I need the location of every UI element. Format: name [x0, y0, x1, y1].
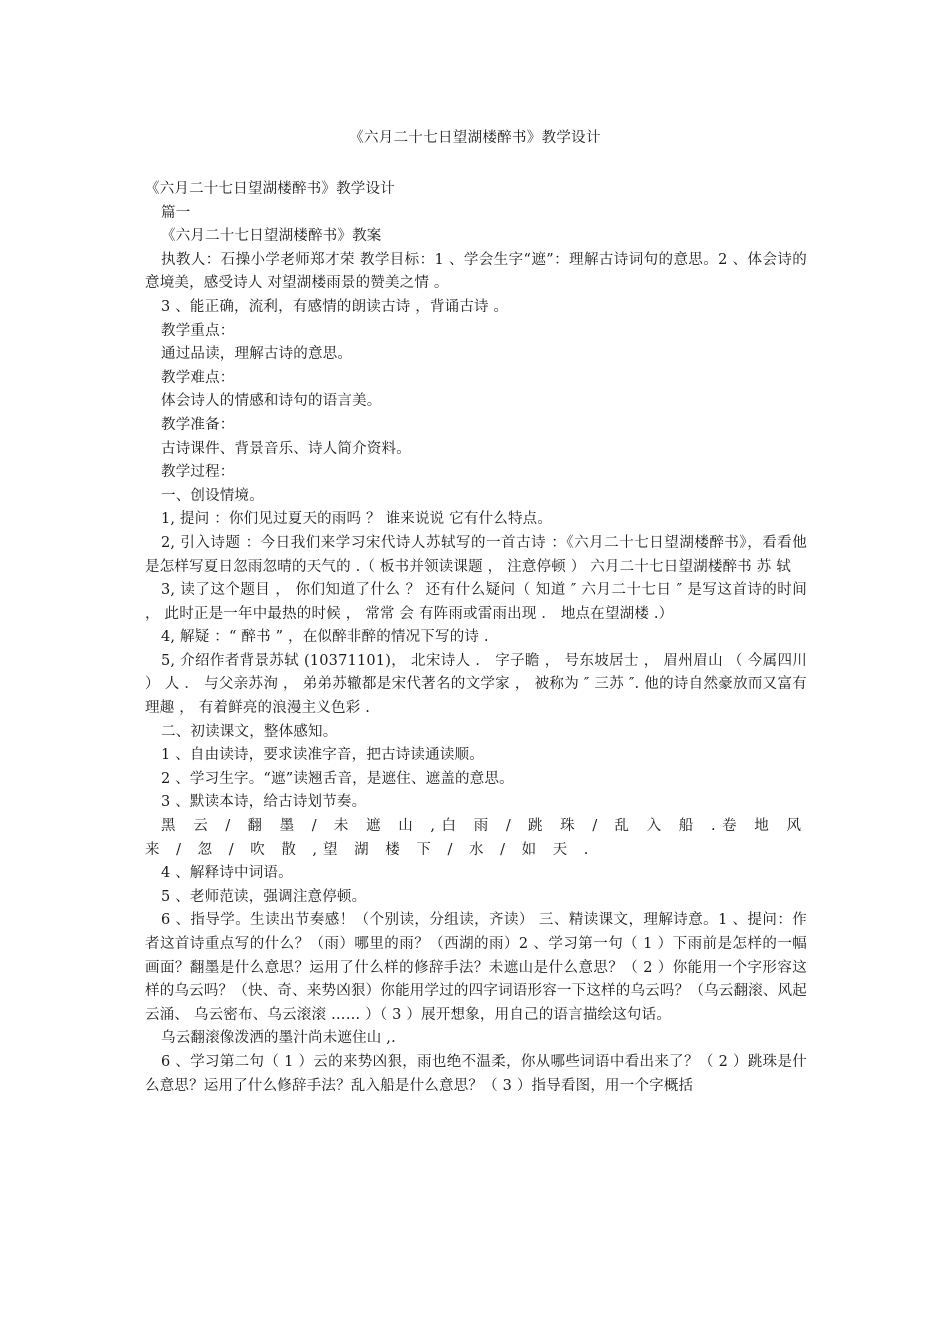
lesson-plan-heading: 《六月二十七日望湖楼醉书》教案: [161, 228, 382, 245]
poem-rhythm: 黑 云 / 翻 墨 / 未 遮 山 ,白 雨 / 跳 珠 / 乱 入 船 .卷 地 风 来 / 忽 / 吹 散 ,望 湖 楼 下 / 水 / 如 天 .: [145, 818, 807, 858]
paragraph-step-2-2: 2 、学习生字。“遮”读翘舌音，是遮住、遮盖的意思。: [161, 770, 514, 787]
paragraph-second-line: 6 、学习第二句（ 1 ）云的来势凶狠，雨也绝不温柔，你从哪些词语中看出来了？（ 2 ）跳珠是什么意思？运用了什么修辞手法？乱入船是什么意思？（ 3 ）指导看图，用一个字概括: [145, 1053, 807, 1094]
heading-key-points: 教学重点：: [161, 322, 235, 339]
section-label: 篇一: [161, 204, 191, 221]
paragraph-description: 乌云翻滚像泼洒的墨汁尚未遮住山 ,.: [161, 1030, 396, 1047]
paragraph-key-points: 通过品读，理解古诗的意思。: [161, 346, 353, 363]
paragraph-step-2-1: 1 、自由读诗，要求读准字音，把古诗读通读顺。: [161, 747, 484, 764]
paragraph-step-1-2: 2, 引入诗题 ：今日我们来学习宋代诗人苏轼写的一首古诗 ：《六月二十七日望湖楼醉书》，看看他是怎样写夏日忽雨忽晴的天气的 .（ 板书并领读课题 ， 注意停顿 ） 六月二十七日望湖楼醉书 苏 轼: [145, 534, 807, 575]
paragraph-preparation: 古诗课件、背景音乐、诗人简介资料。: [161, 440, 411, 457]
paragraph-teacher-goals: 执教人：石操小学老师郑才荣 教学目标：1 、学会生字“遮”：理解古诗词句的意思。2 、体会诗的意境美，感受诗人 对望湖楼雨景的赞美之情 。: [145, 251, 807, 292]
paragraph-difficulties: 体会诗人的情感和诗句的语言美。: [161, 393, 382, 410]
paragraph-step-2-3: 3 、默读本诗，给古诗划节奏。: [161, 794, 367, 811]
heading-step-2: 二、初读课文，整体感知。: [161, 723, 338, 740]
paragraph-step-1-5: 5, 介绍作者背景苏轼 (10371101)， 北宋诗人 ． 字子瞻 ， 号东坡居士 ， 眉州眉山 （ 今属四川 ） 人 ． 与父亲苏洵 ， 弟弟苏辙都是宋代著名的文学家 ， 被称为 ″ 三苏 ″. 他的诗自然豪放而又富有理趣 ， 有着鲜亮的浪漫主义色彩 .: [145, 652, 807, 717]
heading-preparation: 教学准备：: [161, 416, 235, 433]
heading-difficulties: 教学难点：: [161, 369, 235, 386]
page-title: 《六月二十七日望湖楼醉书》教学设计: [349, 130, 601, 146]
paragraph-step-2-4: 4 、解释诗中词语。: [161, 865, 293, 882]
paragraph-goal-3: 3 、能正确，流利，有感情的朗读古诗 ，背诵古诗 。: [161, 298, 509, 315]
heading-process: 教学过程：: [161, 464, 235, 481]
paragraph-step-2-6: 6 、指导学。生读出节奏感！（个别读，分组读，齐读） 三、精读课文，理解诗意。1 、提问：作者这首诗重点写的什么？（雨）哪里的雨？（西湖的雨）2 、学习第一句（ 1 ）下雨前是怎样的一幅画面？翻墨是什么意思？运用了什么样的修辞手法？未遮山是什么意思？（ 2 ）你能用一个字形容这样的乌云吗？（快、奇、来势凶狠）你能用学过的四字词语形容一下这样的乌云吗？（乌云翻滚、风起云涌、 乌云密布、乌云滚滚 …… ）（ 3 ）展开想象，用自己的语言描绘这句话。: [145, 912, 807, 1023]
document-body: [145, 178, 807, 1098]
paragraph-step-1-3: 3, 读了这个题目 ， 你们知道了什么 ？ 还有什么疑问（ 知道 ″ 六月二十七日 ″ 是写这首诗的时间 ， 此时正是一年中最热的时候 ， 常常 会 有阵雨或雷雨出现 ． 地点在望湖楼 .）: [145, 582, 807, 622]
paragraph-step-1-4: 4, 解疑 ：“ 醉书 ” ，在似醉非醉的情况下写的诗 .: [161, 629, 489, 646]
heading-step-1: 一、创设情境。: [161, 487, 264, 504]
subtitle: 《六月二十七日望湖楼醉书》教学设计: [145, 181, 395, 197]
paragraph-step-2-5: 5 、老师范读，强调注意停顿。: [161, 888, 367, 905]
paragraph-step-1-1: 1, 提问 ：你们见过夏天的雨吗 ？ 谁来说说 它有什么特点。: [161, 511, 553, 528]
